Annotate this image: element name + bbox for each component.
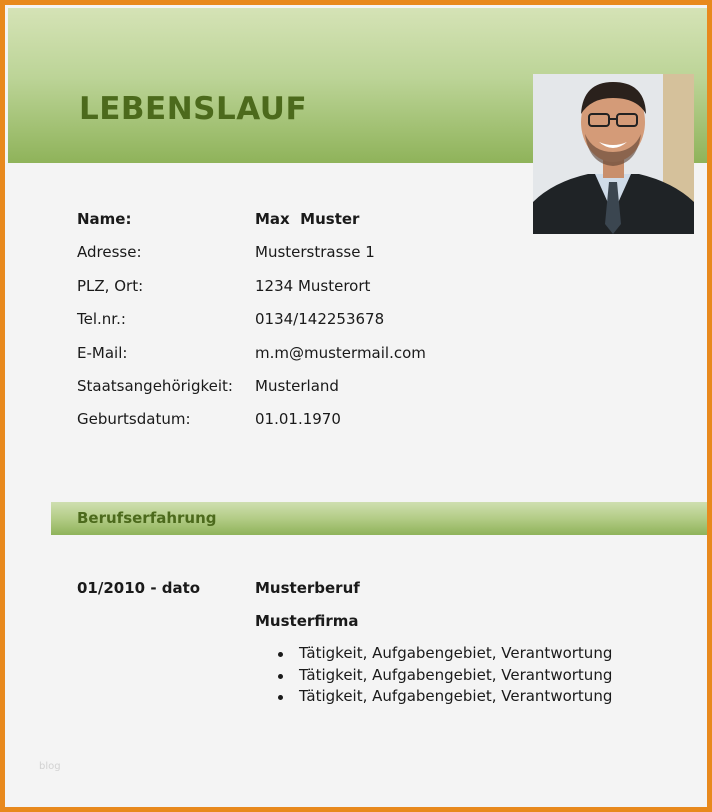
name-label: Name:: [77, 210, 132, 228]
section-title: Berufserfahrung: [77, 509, 217, 527]
phone-label: Tel.nr.:: [77, 310, 126, 329]
task-item: Tätigkeit, Aufgabengebiet, Verantwortung: [255, 687, 612, 709]
address-value: Musterstrasse 1: [255, 243, 375, 262]
watermark: blog: [39, 761, 61, 772]
city-value: 1234 Musterort: [255, 276, 371, 295]
birthdate-label: Geburtsdatum:: [77, 410, 191, 429]
nationality-value: Musterland: [255, 376, 339, 395]
city-label: PLZ, Ort:: [77, 276, 144, 295]
address-label: Adresse:: [77, 243, 142, 262]
email-label: E-Mail:: [77, 343, 128, 362]
task-item: Tätigkeit, Aufgabengebiet, Verantwortung: [255, 644, 612, 666]
name-value: Max Muster: [255, 210, 360, 228]
profile-photo: [533, 74, 694, 234]
task-item: Tätigkeit, Aufgabengebiet, Verantwortung: [255, 666, 612, 688]
section-header-experience: [51, 502, 711, 535]
job-date: 01/2010 - dato: [77, 579, 201, 597]
email-value: m.m@mustermail.com: [255, 343, 426, 362]
task-list: [255, 644, 612, 709]
phone-value: 0134/142253678: [255, 310, 385, 329]
page-title: LEBENSLAUF: [79, 91, 308, 127]
nationality-label: Staatsangehörigkeit:: [77, 376, 233, 395]
job-title: Musterberuf: [255, 579, 360, 597]
job-company: Musterfirma: [255, 612, 359, 630]
birthdate-value: 01.01.1970: [255, 410, 341, 429]
